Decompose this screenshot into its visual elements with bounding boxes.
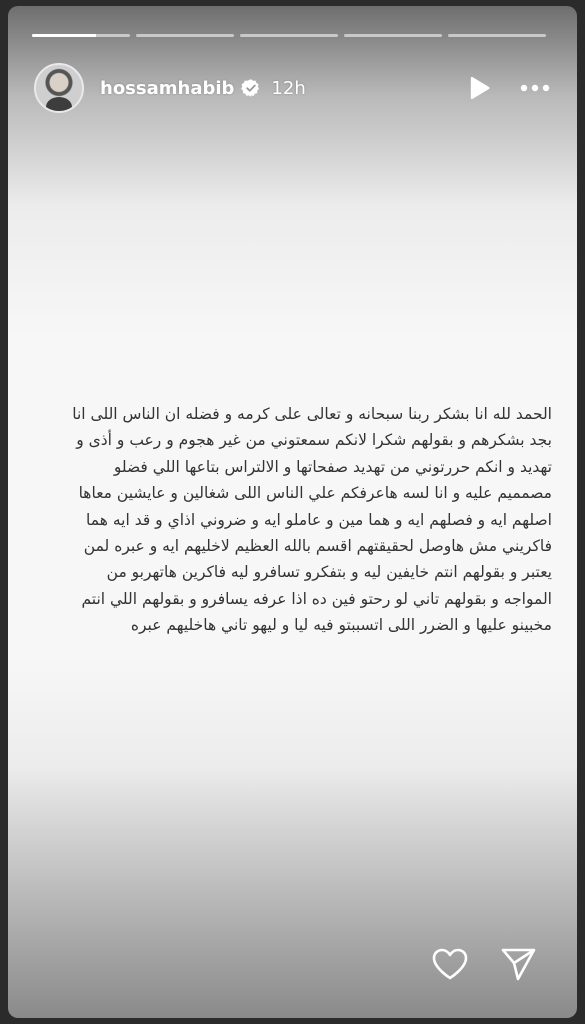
progress-segment [32, 34, 130, 37]
play-icon[interactable] [465, 74, 493, 102]
story-progress-bar [32, 34, 546, 37]
story-text-line: يعتبر و بقولهم انتم خايفين ليه و بتفكرو تسافرو ليه فاكرين هاتهربو من [106, 563, 552, 582]
progress-segment [344, 34, 442, 37]
story-text-line: تهديد و انكم حررتوني من تهديد صفحاتها و الالتراس بتاعها اللي فضلو [113, 457, 552, 476]
verified-badge-icon [241, 78, 261, 98]
story-text-line: مصمميم عليه و انا لسه هاعرفكم علي الناس اللى شغالين و عايشين معاها [78, 484, 552, 503]
story-text-line: فاكريني مش هاوصل لحقيقتهم اقسم بالله العظيم لاخليهم ايه و عبره لمن [83, 537, 552, 556]
story-text-line: المواجه و بقولهم تاني لو رحتو فين ده اذا عرفه يسافرو و بقولهم اللي انتم [81, 589, 552, 608]
progress-segment [240, 34, 338, 37]
story-text [33, 401, 552, 639]
story-footer [8, 936, 577, 996]
story-text-line: الحمد لله انا بشكر ربنا سبحانه و تعالى على كرمه و فضله ان الناس اللى انا [72, 405, 552, 423]
avatar[interactable] [34, 63, 84, 113]
story-viewer[interactable] [8, 6, 577, 1018]
send-icon[interactable] [498, 946, 538, 982]
story-text-line: مخبينو عليها و الضرر اللى اتسببتو فيه ليا و ليهو تاني هاخليهم عبره [130, 616, 552, 635]
story-text-line: اصلهم ايه و فصلهم ايه و هما مين و عاملو ايه و ضروني اذاي و قد ايه هما [86, 510, 552, 529]
heart-icon[interactable] [430, 946, 470, 982]
username[interactable]: hossamhabib [100, 77, 235, 99]
more-options-icon[interactable] [519, 74, 551, 102]
post-time: 12h [271, 77, 306, 99]
progress-segment [136, 34, 234, 37]
progress-segment [448, 34, 546, 37]
story-header [34, 60, 551, 116]
story-text-line: بجد بشكرهم و بقولهم شكرا لانكم سمعتوني من غير هجوم و رعب و أذى و [76, 431, 552, 450]
